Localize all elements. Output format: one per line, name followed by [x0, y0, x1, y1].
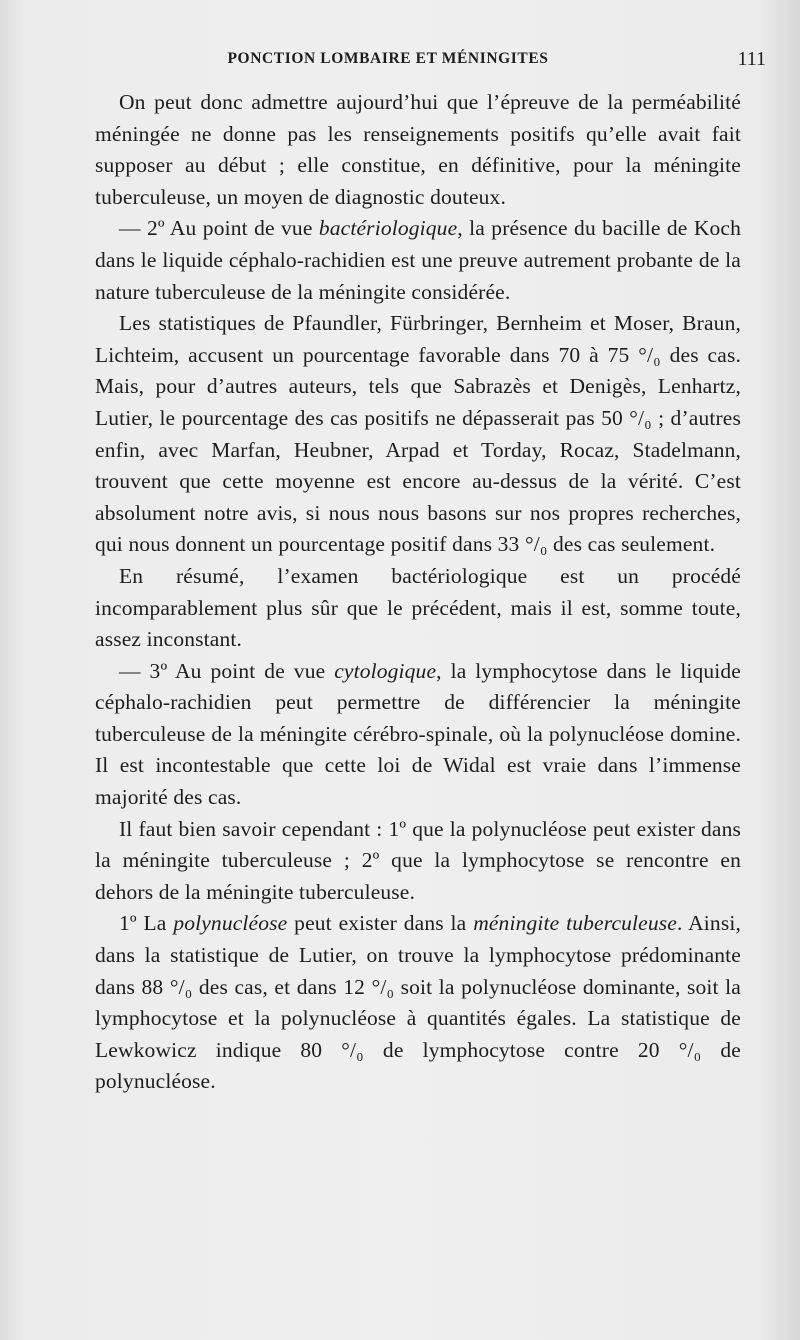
running-head	[96, 48, 768, 72]
paragraph	[95, 908, 741, 1098]
text-segment: . Ainsi, dans la statistique de Lutier, on trouve la lymphocytose prédominante dans 88 °/₀ des cas, et dans 12 °/₀ soit la polynucléose dominante, soit la lymphocytose et la polynucléose à quantités égales. La statistique de Lewkowicz indique 80 °/₀ de lymphocytose contre 20 °/₀ de polynucléose.	[95, 911, 741, 1094]
italic-term: bactériologique	[318, 216, 458, 241]
text-segment: Les statistiques de Pfaundler, Fürbringer, Bernheim et Moser, Braun, Lichteim, accusent un pourcentage favorable dans 70 à 75 °/₀ des cas. Mais, pour d’autres auteurs, tels que Sabrazès et Denigès, Lenhartz, Lutier, le pourcentage des cas positifs ne dépasserait pas 50 °/₀ ; d’autres enfin, avec Marfan, Heubner, Arpad et Torday, Rocaz, Stadelmann, trouvent que cette moyenne est encore au-dessus de la vérité. C’est absolument notre avis, si nous nous basons sur nos propres recherches, qui nous donnent un pourcentage positif dans 33 °/₀ des cas seulement.	[95, 311, 741, 557]
text-segment: 1º La	[119, 911, 174, 936]
text-segment: — 2º Au point de vue	[119, 216, 319, 241]
paragraph	[95, 656, 741, 814]
text-segment: peut exister dans la	[287, 911, 474, 936]
paragraph	[95, 561, 741, 656]
body-text	[95, 87, 741, 1098]
italic-term: polynucléose	[173, 911, 288, 936]
text-segment: En résumé, l’examen bactériologique est un procédé incomparablement plus sûr que le précédent, mais il est, somme toute, assez inconstant.	[95, 563, 741, 652]
paragraph	[95, 308, 741, 561]
italic-term: méningite tuberculeuse	[473, 911, 677, 936]
running-title: PONCTION LOMBAIRE ET MÉNINGITES	[227, 50, 549, 67]
page-number: 111	[737, 48, 766, 70]
text-segment: — 3º Au point de vue	[119, 658, 335, 683]
paragraph	[95, 87, 741, 213]
paragraph	[95, 213, 741, 308]
paragraph	[95, 814, 741, 909]
text-segment: On peut donc admettre aujourd’hui que l’épreuve de la perméabilité méningée ne donne pas les renseignements positifs qu’elle avait fait supposer au début ; elle constitue, en définitive, pour la méningite tuberculeuse, un moyen de diagnostic douteux.	[95, 90, 741, 209]
text-segment: , la présence du bacille de Koch dans le liquide céphalo-rachidien est une preuve autrement probante de la nature tuberculeuse de la méningite considérée.	[95, 216, 741, 304]
text-segment: Il faut bien savoir cependant : 1º que la polynucléose peut exister dans la méningite tuberculeuse ; 2º que la lymphocytose se rencontre en dehors de la méningite tuberculeuse.	[95, 816, 741, 904]
text-segment: , la lymphocytose dans le liquide céphalo-rachidien peut permettre de différencier la méningite tuberculeuse de la méningite cérébro-spinale, où la polynucléose domine. Il est incontestable que cette loi de Widal est vraie dans l’immense majorité des cas.	[95, 658, 741, 810]
italic-term: cytologique	[334, 658, 437, 683]
